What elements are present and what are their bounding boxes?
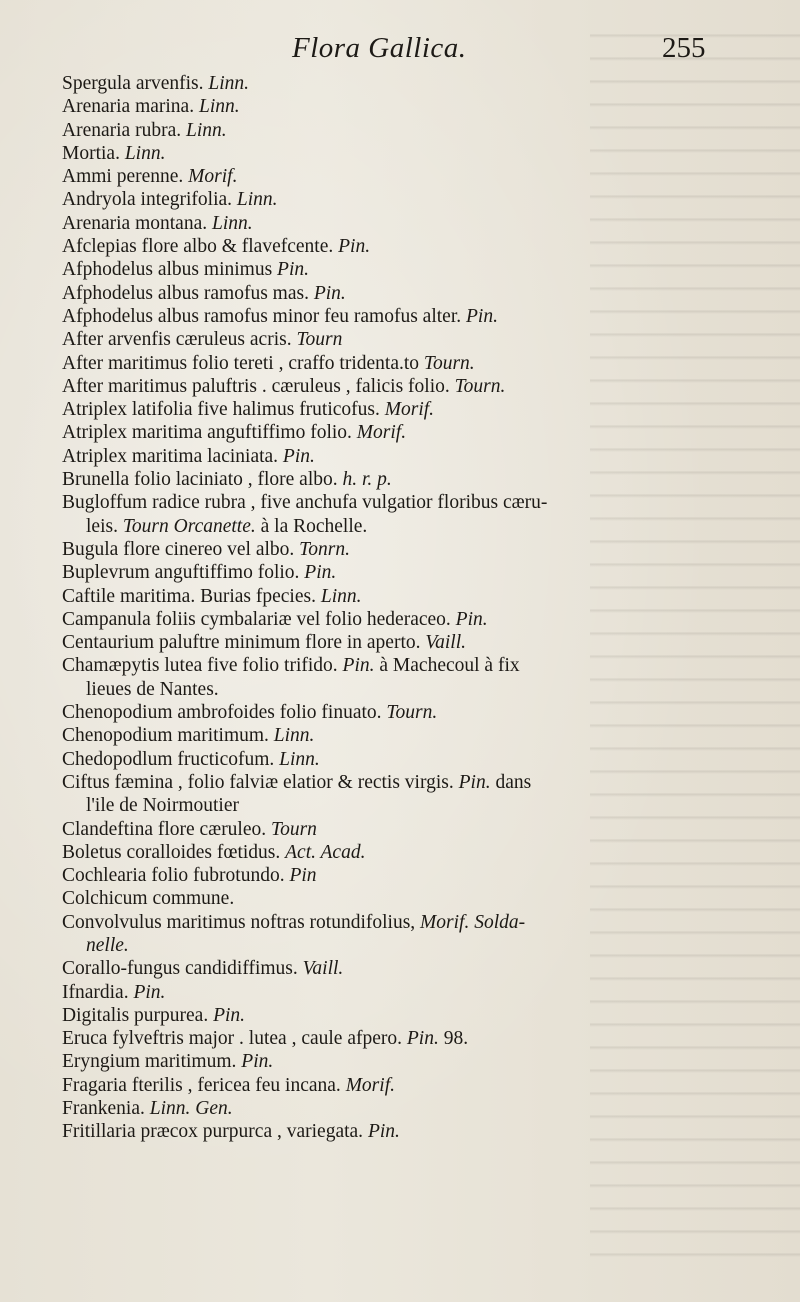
author-abbrev: Pin. bbox=[277, 259, 310, 281]
list-item bbox=[60, 375, 720, 398]
list-item bbox=[60, 957, 720, 980]
list-item bbox=[60, 724, 720, 747]
list-item bbox=[60, 771, 720, 818]
list-item bbox=[60, 1004, 720, 1027]
species-name: Afclepias flore albo & flavefcente. bbox=[62, 236, 334, 258]
entry-continuation bbox=[62, 515, 720, 538]
author-abbrev: Linn. bbox=[279, 748, 320, 770]
list-item bbox=[60, 445, 720, 468]
list-item bbox=[60, 491, 720, 538]
list-item bbox=[60, 538, 720, 561]
author-abbrev: Pin. bbox=[367, 1121, 400, 1143]
continuation-text: leis. bbox=[86, 515, 118, 537]
species-name: Cochlearia folio fubrotundo. bbox=[62, 865, 285, 887]
author-abbrev: h. r. p. bbox=[342, 469, 392, 491]
locality-note: à Machecoul à fix bbox=[379, 655, 520, 677]
list-item bbox=[60, 841, 720, 864]
list-item bbox=[60, 911, 720, 958]
species-name: Andryola integrifolia. bbox=[62, 189, 233, 211]
author-abbrev: Linn. bbox=[211, 212, 253, 234]
species-name: Convolvulus maritimus noftras rotundifolius, bbox=[62, 911, 416, 933]
species-name: Spergula arvenfis. bbox=[62, 73, 204, 94]
list-item bbox=[60, 654, 720, 701]
entry-continuation bbox=[62, 678, 720, 701]
author-abbrev: Pin bbox=[289, 865, 317, 887]
list-item bbox=[60, 818, 720, 841]
author-abbrev: Linn. bbox=[124, 142, 166, 164]
list-item bbox=[60, 188, 720, 211]
species-name: Arenaria marina. bbox=[62, 96, 195, 118]
species-name: After maritimus paluftris . cæruleus , falicis folio. bbox=[62, 375, 450, 397]
species-name: Ifnardia. bbox=[62, 981, 129, 1003]
species-name: Chenopodium ambrofoides folio finuato. bbox=[62, 702, 382, 724]
list-item bbox=[60, 328, 720, 351]
list-item bbox=[60, 608, 720, 631]
author-abbrev: Linn. bbox=[236, 189, 278, 211]
author-abbrev: Linn. bbox=[208, 73, 250, 94]
species-name: Atriplex maritima laciniata. bbox=[62, 445, 279, 467]
species-name: Boletus coralloides fœtidus. bbox=[62, 841, 281, 863]
author-abbrev: Linn. bbox=[185, 119, 227, 141]
list-item bbox=[60, 864, 720, 887]
page-header bbox=[0, 32, 800, 72]
list-item bbox=[60, 212, 720, 235]
author-abbrev: Linn. Gen. bbox=[149, 1098, 233, 1120]
species-name: Afphodelus albus minimus bbox=[62, 259, 273, 281]
author-abbrev: Morif. bbox=[384, 399, 435, 421]
species-name: Atriplex maritima anguftiffimo folio. bbox=[62, 422, 352, 444]
species-name: After arvenfis cæruleus acris. bbox=[62, 329, 292, 351]
author-abbrev: Morif. bbox=[356, 422, 407, 444]
author-abbrev: Pin. bbox=[282, 445, 315, 467]
list-item bbox=[60, 421, 720, 444]
author-abbrev: Linn. bbox=[273, 725, 315, 747]
species-name: Corallo-fungus candidiffimus. bbox=[62, 958, 298, 980]
author-abbrev: Tourn bbox=[122, 515, 169, 537]
species-name: Buplevrum anguftiffimo folio. bbox=[62, 562, 300, 584]
species-name: Ammi perenne. bbox=[62, 166, 184, 188]
list-item bbox=[60, 1027, 720, 1050]
list-item bbox=[60, 887, 720, 910]
common-name: nelle. bbox=[86, 934, 129, 956]
list-item bbox=[60, 95, 720, 118]
author-abbrev: Pin. bbox=[304, 562, 337, 584]
author-abbrev: Act. Acad. bbox=[285, 841, 366, 863]
species-name: Fritillaria præcox purpurca , variegata. bbox=[62, 1121, 364, 1143]
author-abbrev: Vaill. bbox=[425, 632, 466, 654]
list-item bbox=[60, 1050, 720, 1073]
species-name: Ciftus fæmina , folio falviæ elatior & rectis virgis. bbox=[62, 771, 454, 793]
species-name: Digitalis purpurea. bbox=[62, 1004, 209, 1026]
species-name: Colchicum commune. bbox=[62, 888, 235, 910]
species-name: Clandeftina flore cæruleo. bbox=[62, 818, 267, 840]
author-abbrev: Linn. bbox=[198, 96, 240, 118]
author-abbrev: Pin. bbox=[458, 771, 491, 793]
author-abbrev: Tourn bbox=[296, 329, 343, 351]
author-abbrev: Morif. bbox=[345, 1074, 395, 1096]
author-abbrev: Vaill. bbox=[302, 958, 344, 980]
list-item bbox=[60, 72, 720, 95]
locality-note: 98. bbox=[443, 1028, 469, 1050]
author-abbrev: Linn. bbox=[320, 585, 362, 607]
species-name: Centaurium paluftre minimum flore in aperto. bbox=[62, 632, 421, 654]
list-item bbox=[60, 631, 720, 654]
list-item bbox=[60, 1120, 720, 1143]
list-item bbox=[60, 398, 720, 421]
author-abbrev: Pin. bbox=[406, 1028, 439, 1050]
common-name: Orcanette. bbox=[173, 515, 256, 537]
list-item bbox=[60, 1074, 720, 1097]
species-name: Afphodelus albus ramofus minor feu ramofus alter. bbox=[62, 305, 462, 327]
author-abbrev: Pin. bbox=[455, 608, 488, 630]
author-abbrev: Morif. Solda- bbox=[420, 911, 526, 933]
species-name: Mortia. bbox=[62, 142, 120, 164]
page-number: 255 bbox=[662, 32, 706, 64]
list-item bbox=[60, 468, 720, 491]
list-item bbox=[60, 258, 720, 281]
species-name: Brunella folio laciniato , flore albo. bbox=[62, 469, 338, 491]
species-name: Bugloffum radice rubra , five anchufa vulgatior floribus cæru- bbox=[62, 492, 548, 514]
plant-list bbox=[60, 72, 720, 1144]
species-name: Arenaria rubra. bbox=[62, 119, 182, 141]
locality-note: lieues de Nantes. bbox=[86, 678, 219, 700]
species-name: Chamæpytis lutea five folio trifido. bbox=[62, 655, 338, 677]
running-title: Flora Gallica. bbox=[292, 32, 467, 64]
list-item bbox=[60, 282, 720, 305]
list-item bbox=[60, 165, 720, 188]
list-item bbox=[60, 142, 720, 165]
list-item bbox=[60, 748, 720, 771]
list-item bbox=[60, 701, 720, 724]
entry-continuation bbox=[62, 934, 720, 957]
species-name: Caftile maritima. Burias fpecies. bbox=[62, 585, 316, 607]
species-name: Eruca fylveftris major . lutea , caule afpero. bbox=[62, 1028, 403, 1050]
species-name: Frankenia. bbox=[62, 1098, 145, 1120]
author-abbrev: Pin. bbox=[133, 981, 166, 1003]
author-abbrev: Tourn bbox=[271, 818, 317, 840]
species-name: Campanula foliis cymbalariæ vel folio hederaceo. bbox=[62, 608, 451, 630]
species-name: Bugula flore cinereo vel albo. bbox=[62, 538, 295, 560]
author-abbrev: Pin. bbox=[342, 655, 375, 677]
species-name: Afphodelus albus ramofus mas. bbox=[62, 282, 309, 304]
species-name: After maritimus folio tereti , craffo tridenta.to bbox=[62, 352, 420, 374]
list-item bbox=[60, 119, 720, 142]
author-abbrev: Pin. bbox=[338, 236, 371, 258]
list-item bbox=[60, 352, 720, 375]
species-name: Chenopodium maritimum. bbox=[62, 725, 269, 747]
author-abbrev: Pin. bbox=[313, 282, 346, 304]
list-item bbox=[60, 305, 720, 328]
author-abbrev: Tonrn. bbox=[299, 538, 350, 560]
author-abbrev: Pin. bbox=[213, 1004, 246, 1026]
entry-continuation bbox=[62, 794, 720, 817]
species-name: Eryngium maritimum. bbox=[62, 1051, 237, 1073]
species-name: Atriplex latifolia five halimus fruticofus. bbox=[62, 399, 380, 421]
species-name: Fragaria fterilis , fericea feu incana. bbox=[62, 1074, 341, 1096]
list-item bbox=[60, 235, 720, 258]
author-abbrev: Tourn. bbox=[386, 702, 438, 724]
list-item bbox=[60, 585, 720, 608]
locality-note: dans bbox=[495, 771, 532, 793]
species-name: Chedopodlum fructicofum. bbox=[62, 748, 275, 770]
author-abbrev: Pin. bbox=[466, 305, 498, 327]
species-name: Arenaria montana. bbox=[62, 212, 208, 234]
locality-note: à la Rochelle. bbox=[260, 515, 368, 537]
list-item bbox=[60, 561, 720, 584]
author-abbrev: Tourn. bbox=[423, 352, 475, 374]
list-item bbox=[60, 1097, 720, 1120]
author-abbrev: Pin. bbox=[241, 1051, 274, 1073]
author-abbrev: Morif. bbox=[188, 166, 238, 188]
author-abbrev: Tourn. bbox=[454, 375, 506, 397]
list-item bbox=[60, 981, 720, 1004]
locality-note: l'ile de Noirmoutier bbox=[86, 795, 239, 817]
